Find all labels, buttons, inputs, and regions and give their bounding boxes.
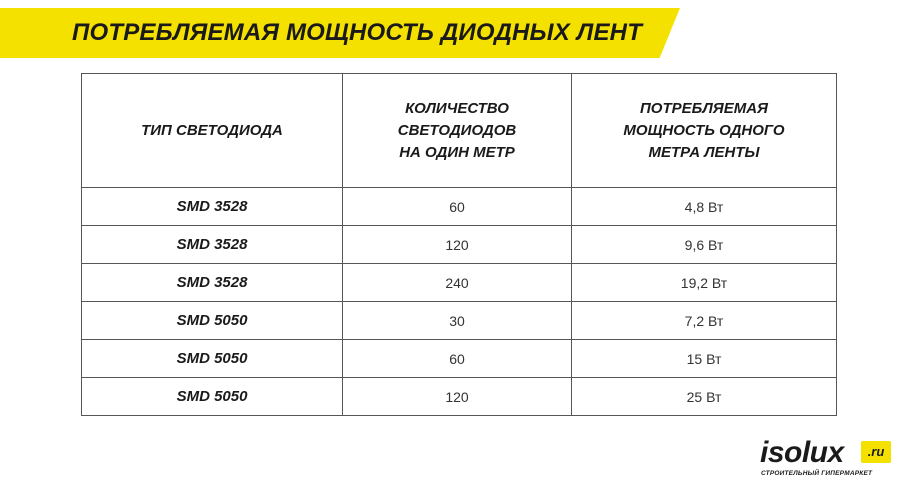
cell-led-type: SMD 5050: [82, 378, 343, 416]
cell-power: 19,2 Вт: [572, 264, 837, 302]
table-row: [82, 264, 837, 302]
cell-power: 15 Вт: [572, 340, 837, 378]
table-row: [82, 378, 837, 416]
table-row: [82, 340, 837, 378]
cell-power: 7,2 Вт: [572, 302, 837, 340]
table-header-row: [82, 74, 837, 188]
cell-led-count: 120: [343, 378, 572, 416]
table-row: [82, 188, 837, 226]
table-row: [82, 226, 837, 264]
isolux-logo[interactable]: [760, 436, 892, 480]
cell-led-type: SMD 3528: [82, 188, 343, 226]
cell-led-count: 60: [343, 340, 572, 378]
cell-led-type: SMD 5050: [82, 340, 343, 378]
cell-led-count: 240: [343, 264, 572, 302]
header-led-type: ТИП СВЕТОДИОДА: [82, 74, 343, 188]
cell-led-count: 30: [343, 302, 572, 340]
power-table: [81, 73, 837, 416]
table-row: [82, 302, 837, 340]
logo-domain-badge: .ru: [861, 441, 891, 463]
cell-power: 9,6 Вт: [572, 226, 837, 264]
page-title: ПОТРЕБЛЯЕМАЯ МОЩНОСТЬ ДИОДНЫХ ЛЕНТ: [72, 19, 643, 46]
cell-led-count: 60: [343, 188, 572, 226]
logo-wordmark: isolux: [760, 436, 844, 469]
cell-led-type: SMD 5050: [82, 302, 343, 340]
logo-tagline: СТРОИТЕЛЬНЫЙ ГИПЕРМАРКЕТ: [761, 470, 873, 477]
header-power: ПОТРЕБЛЯЕМАЯ МОЩНОСТЬ ОДНОГО МЕТРА ЛЕНТЫ: [572, 74, 837, 188]
header-led-count: КОЛИЧЕСТВО СВЕТОДИОДОВ НА ОДИН МЕТР: [343, 74, 572, 188]
cell-power: 25 Вт: [572, 378, 837, 416]
cell-power: 4,8 Вт: [572, 188, 837, 226]
cell-led-type: SMD 3528: [82, 264, 343, 302]
cell-led-count: 120: [343, 226, 572, 264]
cell-led-type: SMD 3528: [82, 226, 343, 264]
